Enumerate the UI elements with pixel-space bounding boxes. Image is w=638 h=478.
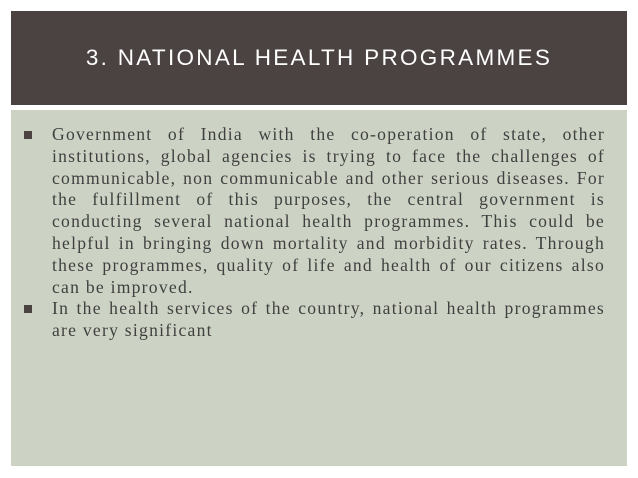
slide-title: 3. NATIONAL HEALTH PROGRAMMES <box>85 44 553 70</box>
bullet-item <box>40 298 605 342</box>
bullet-item <box>40 124 605 298</box>
bullet-text: Government of India with the co-operation of state, other institutions, global agencies is trying to face the challenges of communicable, non communicable and other serious diseases. For the fulfillment of this purposes, the central government is conducting several national health programmes. This could be helpful in bringing down mortality and morbidity rates. Through these programmes, quality of life and health of our citizens also can be improved. <box>52 124 605 297</box>
square-bullet-icon <box>24 305 32 313</box>
content-panel <box>11 110 627 466</box>
bullet-text: In the health services of the country, national health programmes are very significant <box>52 298 605 341</box>
title-bar <box>11 11 627 105</box>
square-bullet-icon <box>24 131 32 139</box>
bullet-list <box>40 124 605 342</box>
